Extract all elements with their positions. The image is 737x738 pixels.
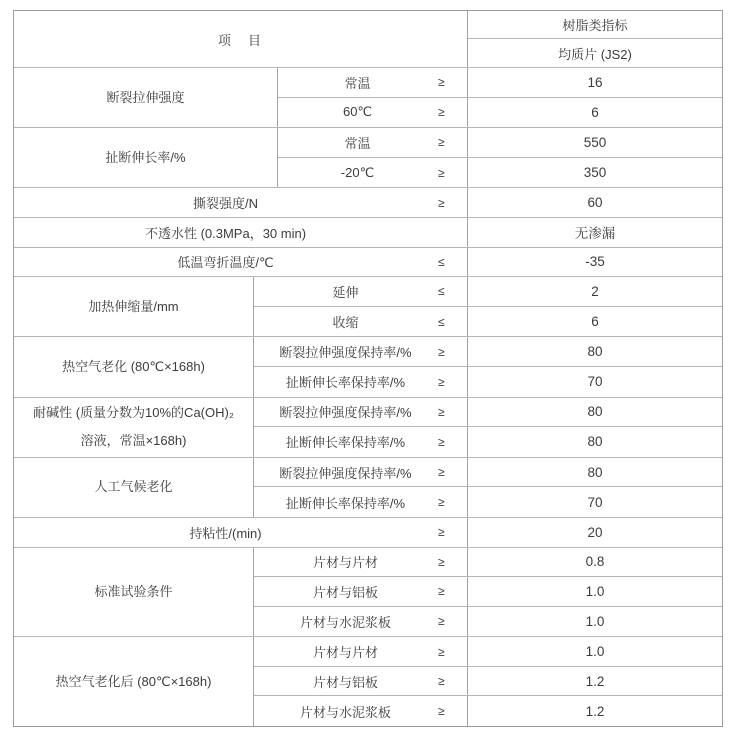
comparison-symbol: ≥: [438, 344, 445, 359]
comparison-symbol: ≥: [438, 614, 445, 629]
spec-value: -35: [467, 248, 722, 277]
condition-label: -20℃: [340, 164, 375, 180]
comparison-symbol: ≥: [438, 165, 445, 180]
comparison-symbol: ≥: [438, 674, 445, 689]
spec-value: 0.8: [467, 548, 722, 577]
spec-row: [254, 577, 722, 607]
comparison-symbol: ≥: [438, 584, 445, 599]
spec-row: [254, 607, 722, 637]
comparison-symbol: ≥: [438, 404, 445, 419]
group-label: 加热伸缩量/mm: [14, 277, 254, 336]
comparison-symbol: ≤: [438, 284, 445, 299]
spec-row: [254, 637, 722, 667]
comparison-symbol: ≥: [438, 704, 445, 719]
item-label: 低温弯折温度/℃: [177, 255, 274, 271]
spec-value: 2: [467, 277, 722, 306]
group-label-line1: 耐碱性 (质量分数为10%的Ca(OH)₂: [33, 405, 234, 421]
group-label: 断裂拉伸强度: [14, 68, 278, 127]
header-indicator-column: [467, 11, 722, 67]
header-group-cell: 树脂类指标: [468, 11, 722, 39]
comparison-symbol: ≥: [438, 495, 445, 510]
condition-label: 扯断伸长率保持率/%: [285, 375, 406, 391]
spec-row: [254, 487, 722, 517]
spec-row: [254, 337, 722, 367]
spec-row: [254, 458, 722, 488]
item-label: 撕裂强度/N: [192, 196, 258, 212]
section-elongation: [14, 128, 722, 188]
spec-value: 70: [467, 367, 722, 397]
spec-value: 80: [467, 458, 722, 487]
spec-value: 60: [467, 188, 722, 217]
section-alkali-resistance: [14, 398, 722, 458]
spec-table: [13, 10, 723, 727]
condition-label: 片材与片材: [312, 555, 378, 571]
spec-value: 1.2: [467, 696, 722, 726]
spec-value: 1.0: [467, 637, 722, 666]
spec-row: [254, 367, 722, 397]
item-label: 持粘性/(min): [189, 525, 262, 541]
spec-value: 20: [467, 518, 722, 547]
row-adhesion: [14, 518, 722, 548]
section-standard-test: [14, 548, 722, 638]
section-tensile-strength: [14, 68, 722, 128]
row-impermeability: [14, 218, 722, 248]
item-label: 不透水性 (0.3MPa，30 min): [144, 225, 307, 241]
comparison-symbol: [437, 218, 467, 247]
table-header: [14, 11, 722, 68]
spec-value: 80: [467, 337, 722, 366]
spec-row: [254, 398, 722, 428]
group-label: 热空气老化 (80℃×168h): [14, 337, 254, 396]
spec-value: 350: [467, 158, 722, 188]
section-hot-air-aging: [14, 337, 722, 397]
condition-label: 断裂拉伸强度保持率/%: [279, 465, 412, 481]
comparison-symbol: ≥: [438, 644, 445, 659]
condition-label: 延伸: [332, 284, 359, 300]
condition-label: 扯断伸长率保持率/%: [285, 495, 406, 511]
spec-row: [254, 667, 722, 697]
spec-row: [278, 68, 722, 98]
section-artificial-weathering: [14, 458, 722, 518]
comparison-symbol: ≥: [438, 75, 445, 90]
group-label: 热空气老化后 (80℃×168h): [14, 637, 254, 726]
header-variant-cell: 均质片 (JS2): [558, 46, 632, 62]
condition-label: 常温: [344, 135, 371, 151]
condition-label: 收缩: [332, 315, 359, 331]
spec-row: [278, 98, 722, 128]
comparison-symbol: ≥: [438, 525, 445, 540]
comparison-symbol: ≥: [438, 554, 445, 569]
spec-value: 80: [467, 427, 722, 457]
spec-value: 80: [467, 398, 722, 427]
group-label: [14, 398, 254, 457]
section-heating-dimension: [14, 277, 722, 337]
condition-label: 常温: [344, 75, 371, 91]
group-label: 标准试验条件: [14, 548, 254, 637]
spec-row: [254, 548, 722, 578]
spec-value: 6: [467, 98, 722, 128]
spec-row: [254, 696, 722, 726]
comparison-symbol: ≥: [438, 434, 445, 449]
spec-row: [278, 158, 722, 188]
condition-label: 断裂拉伸强度保持率/%: [279, 345, 412, 361]
condition-label: 扯断伸长率保持率/%: [285, 435, 406, 451]
spec-value: 1.0: [467, 607, 722, 637]
spec-row: [278, 128, 722, 158]
row-tear-strength: [14, 188, 722, 218]
spec-row: [254, 427, 722, 457]
group-label-line2: 溶液，常温×168h): [80, 433, 187, 449]
condition-label: 片材与铝板: [312, 674, 378, 690]
row-low-temp-bending: [14, 248, 722, 278]
spec-value: 6: [467, 307, 722, 337]
comparison-symbol: ≥: [438, 105, 445, 120]
comparison-symbol: ≤: [438, 254, 445, 269]
spec-value: 550: [467, 128, 722, 157]
spec-value: 1.2: [467, 667, 722, 696]
spec-value: 70: [467, 487, 722, 517]
condition-label: 60℃: [342, 104, 373, 120]
comparison-symbol: ≥: [438, 465, 445, 480]
group-label: 扯断伸长率/%: [14, 128, 278, 187]
section-after-hot-air-aging: [14, 637, 722, 726]
condition-label: 片材与片材: [312, 645, 378, 661]
spec-value: 16: [467, 68, 722, 97]
comparison-symbol: ≥: [438, 374, 445, 389]
condition-label: 片材与铝板: [312, 584, 378, 600]
header-item-cell: 项 目: [217, 32, 263, 48]
spec-row: [254, 277, 722, 307]
comparison-symbol: ≥: [438, 195, 445, 210]
spec-value: 无渗漏: [467, 218, 722, 247]
comparison-symbol: ≤: [438, 314, 445, 329]
comparison-symbol: ≥: [438, 135, 445, 150]
condition-label: 片材与水泥浆板: [299, 704, 391, 720]
spec-value: 1.0: [467, 577, 722, 606]
group-label: 人工气候老化: [14, 458, 254, 517]
spec-row: [254, 307, 722, 337]
condition-label: 断裂拉伸强度保持率/%: [279, 405, 412, 421]
condition-label: 片材与水泥浆板: [299, 614, 391, 630]
